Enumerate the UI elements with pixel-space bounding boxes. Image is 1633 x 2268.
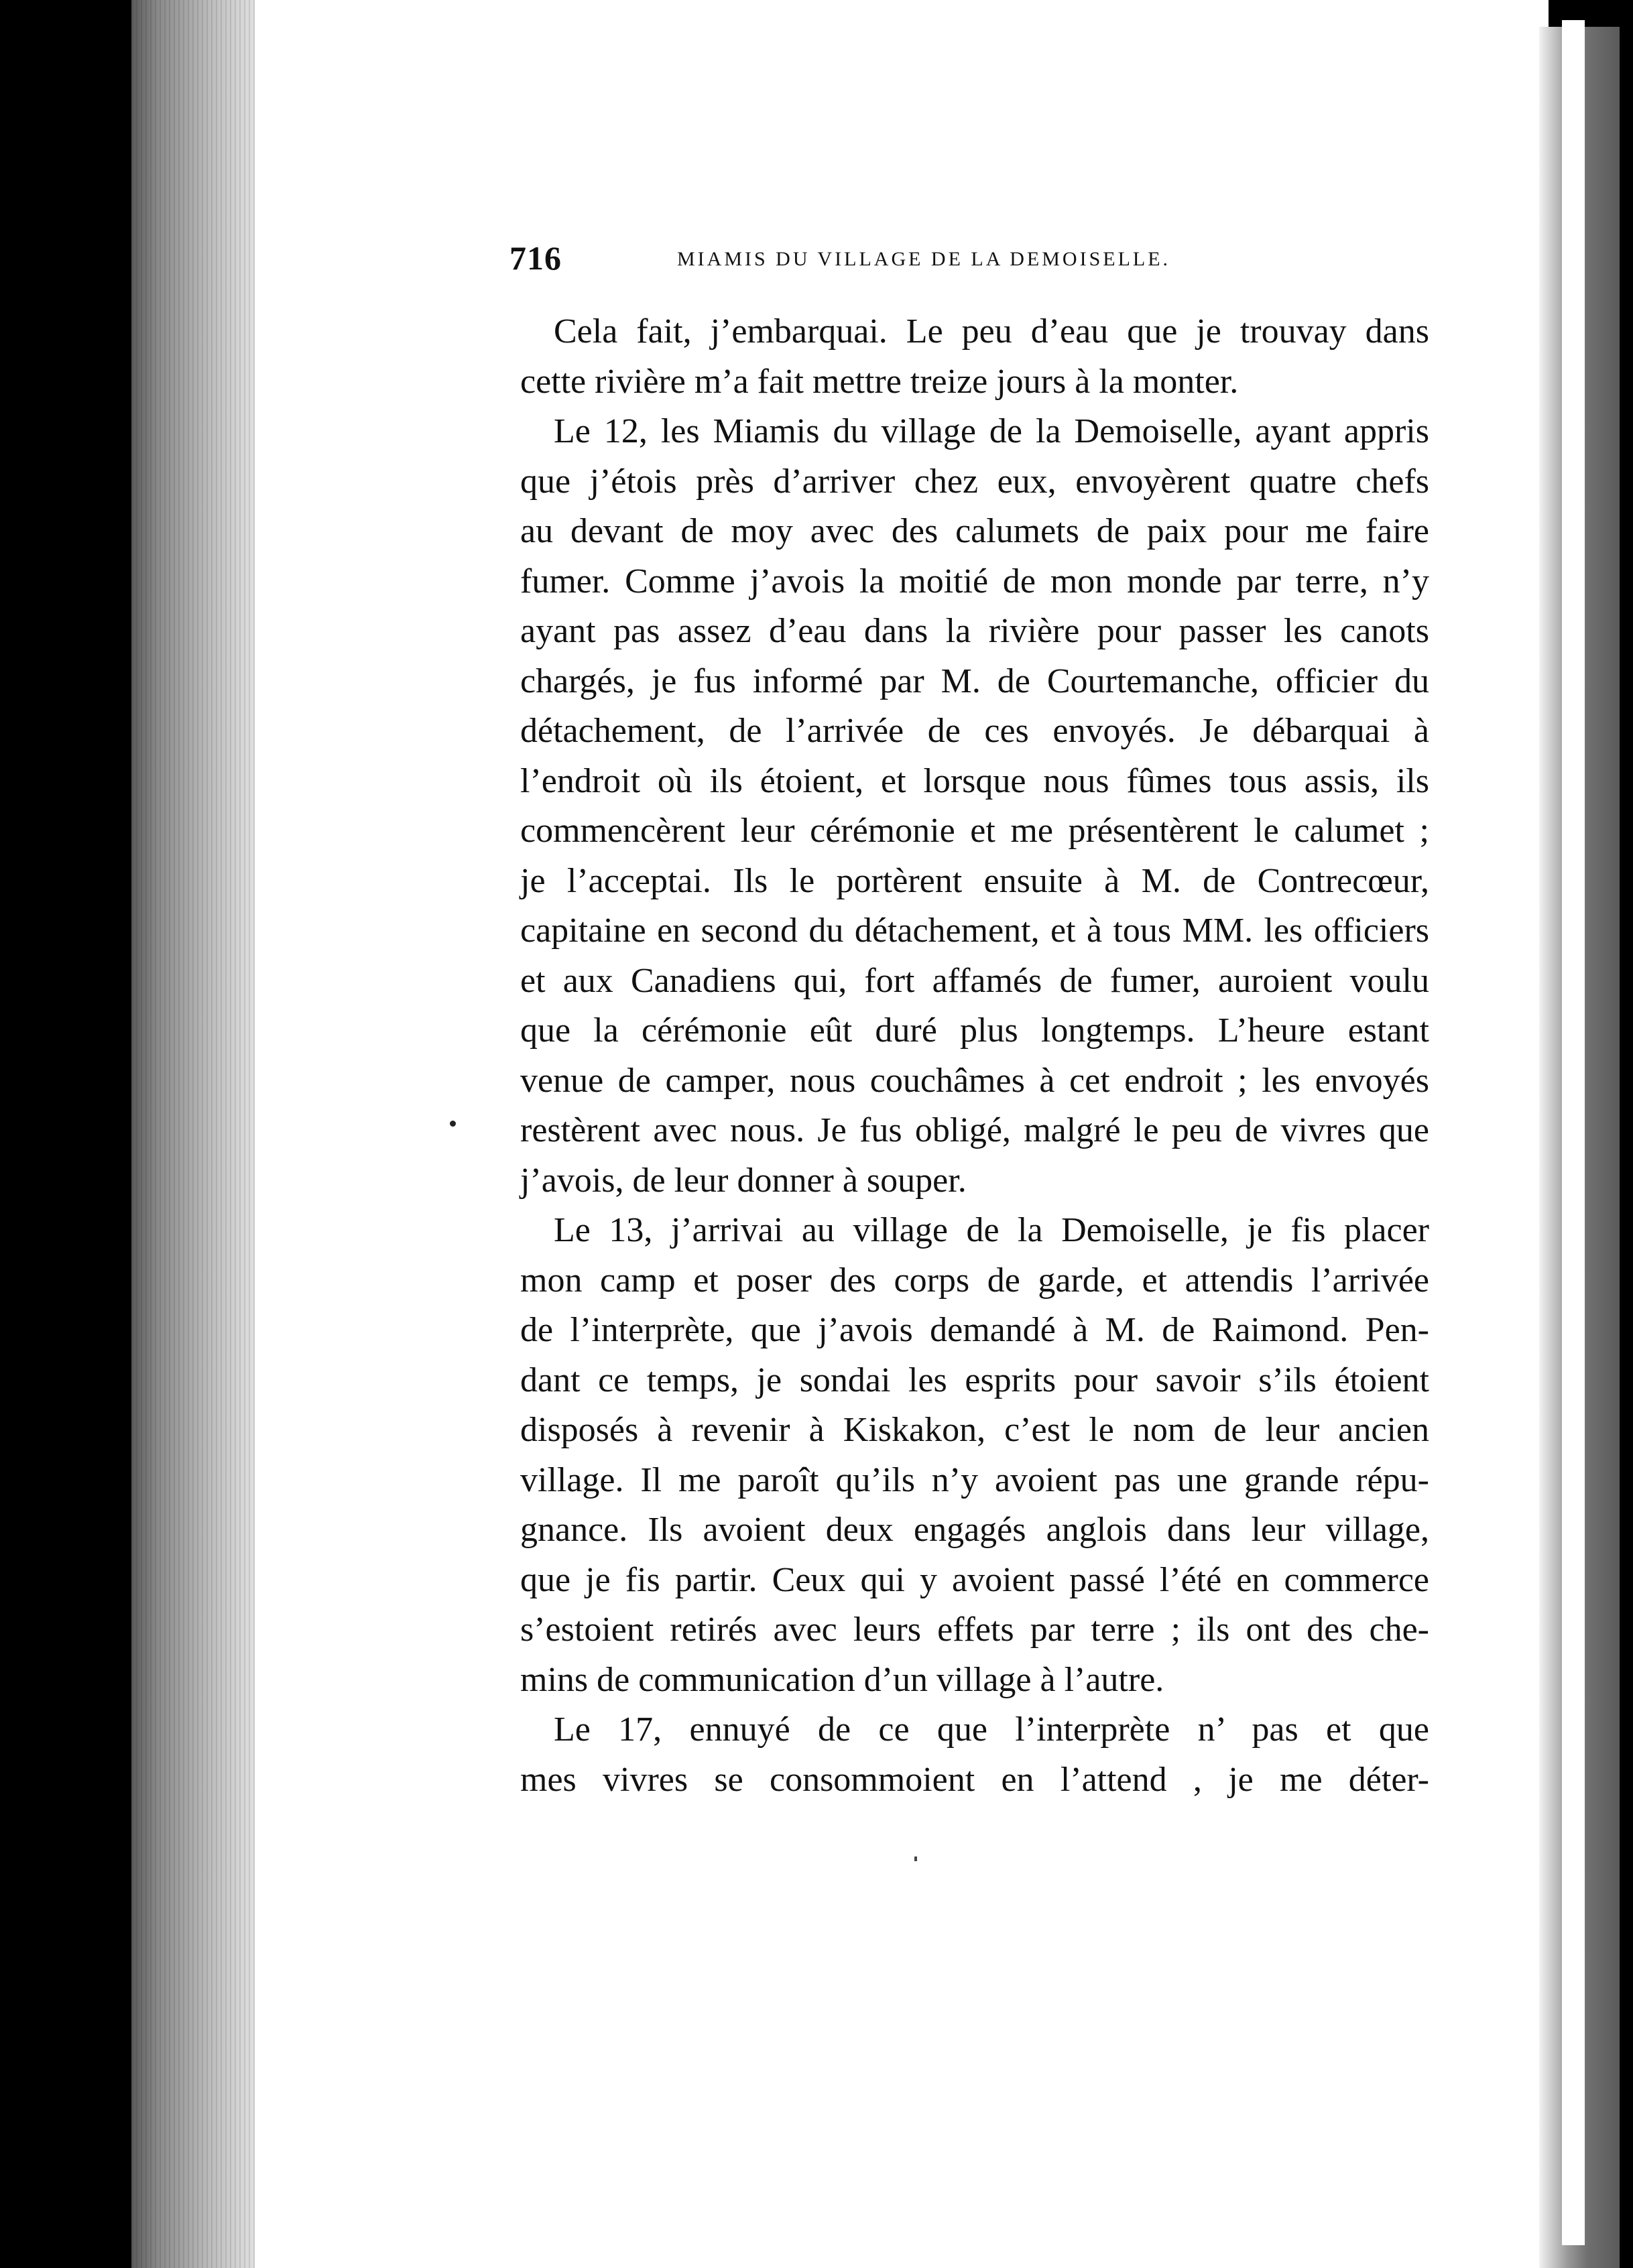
paragraph	[520, 1206, 1429, 1705]
text-line: que je fis partir. Ceux qui y avoient passé l’été en commerce	[520, 1560, 1429, 1599]
text-line: Le 17, ennuyé de ce que l’interprète n’ pas et que	[554, 1710, 1429, 1749]
text-line: l’endroit où ils étoient, et lorsque nous fûmes tous assis, ils	[520, 761, 1429, 800]
ink-speck	[450, 1121, 456, 1127]
running-head: MIAMIS DU VILLAGE DE LA DEMOISELLE.	[677, 248, 1171, 270]
text-line: restèrent avec nous. Je fus obligé, malgré le peu de vivres que	[520, 1111, 1429, 1149]
text-line: cette rivière m’a fait mettre treize jours à la monter.	[520, 362, 1239, 401]
text-line: Le 13, j’arrivai au village de la Demoiselle, je fis placer	[554, 1211, 1429, 1249]
text-line: mins de communication d’un village à l’autre.	[520, 1660, 1164, 1699]
book-page-edges-left	[131, 0, 265, 2268]
text-line: que la cérémonie eût duré plus longtemps. L’heure estant	[520, 1011, 1429, 1050]
text-line: mes vivres se consommoient en l’attend , je me déter-	[520, 1760, 1429, 1799]
text-line: Cela fait, j’embarquai. Le peu d’eau que je trouvay dans	[554, 312, 1429, 351]
adjacent-page-strip	[1562, 20, 1585, 2245]
paragraph	[520, 307, 1429, 407]
text-line: commencèrent leur cérémonie et me présentèrent le calumet ;	[520, 812, 1429, 850]
text-line: j’avois, de leur donner à souper.	[520, 1161, 967, 1200]
paragraph	[520, 407, 1429, 1206]
text-line: gnance. Ils avoient deux engagés anglois dans leur village,	[520, 1511, 1429, 1549]
text-line: mon camp et poser des corps de garde, et attendis l’arrivée	[520, 1261, 1429, 1300]
text-line: et aux Canadiens qui, fort affamés de fumer, auroient voulu	[520, 961, 1429, 1000]
text-line: au devant de moy avec des calumets de paix pour me faire	[520, 512, 1429, 550]
text-line: ayant pas assez d’eau dans la rivière pour passer les canots	[520, 612, 1429, 650]
text-line: de l’interprète, que j’avois demandé à M. de Raimond. Pen-	[520, 1311, 1429, 1349]
page-number: 716	[509, 239, 562, 277]
text-line: détachement, de l’arrivée de ces envoyés. Je débarquai à	[520, 712, 1429, 750]
text-line: venue de camper, nous couchâmes à cet endroit ; les envoyés	[520, 1061, 1429, 1100]
text-line: capitaine en second du détachement, et à tous MM. les officiers	[520, 911, 1429, 950]
text-line: que j’étois près d’arriver chez eux, envoyèrent quatre chefs	[520, 462, 1429, 501]
text-line: Le 12, les Miamis du village de la Demoiselle, ayant appris	[554, 412, 1429, 450]
text-line: s’estoient retirés avec leurs effets par terre ; ils ont des che-	[520, 1611, 1429, 1649]
text-line: je l’acceptai. Ils le portèrent ensuite à M. de Contrecœur,	[520, 861, 1429, 900]
body-text	[520, 307, 1429, 1805]
text-line: village. Il me paroît qu’ils n’y avoient pas une grande répu-	[520, 1460, 1429, 1499]
text-line: disposés à revenir à Kiskakon, c’est le nom de leur ancien	[520, 1411, 1429, 1449]
text-line: chargés, je fus informé par M. de Courtemanche, officier du	[520, 662, 1429, 700]
page-header	[509, 239, 1381, 292]
paragraph	[520, 1705, 1429, 1805]
text-line: dant ce temps, je sondai les esprits pour savoir s’ils étoient	[520, 1361, 1429, 1399]
ink-speck	[914, 1856, 917, 1861]
text-line: fumer. Comme j’avois la moitié de mon monde par terre, n’y	[520, 562, 1429, 601]
